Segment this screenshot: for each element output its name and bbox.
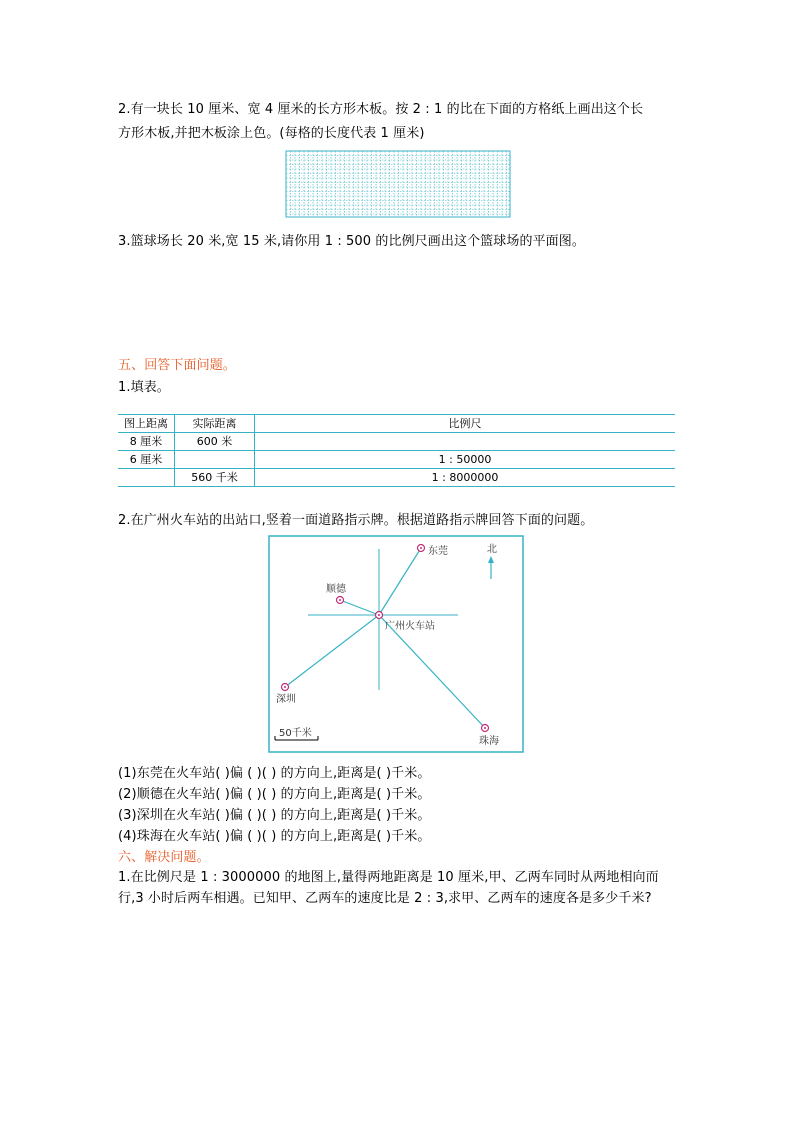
marker-dongguan	[418, 545, 425, 552]
table-cell-blank[interactable]	[255, 433, 676, 451]
marker-center	[376, 612, 383, 619]
blank-line-1[interactable]: (1)东莞在火车站( )偏 ( )( ) 的方向上,距离是( )千米。	[118, 766, 431, 781]
table-cell: 1 : 8000000	[255, 469, 676, 487]
table-header: 实际距离	[175, 415, 255, 433]
table-cell: 6 厘米	[118, 451, 175, 469]
blank-line-4[interactable]: (4)珠海在火车站( )偏 ( )( ) 的方向上,距离是( )千米。	[118, 829, 431, 844]
grid-paper[interactable]	[285, 150, 511, 218]
q3-text: 3.篮球场长 20 米,宽 15 米,请你用 1 : 500 的比例尺画出这个篮球场的平面图。	[118, 234, 585, 249]
table-row	[118, 433, 675, 451]
road-dongguan	[379, 548, 421, 615]
blank-line-3[interactable]: (3)深圳在火车站( )偏 ( )( ) 的方向上,距离是( )千米。	[118, 808, 431, 823]
blank-line-2[interactable]: (2)顺德在火车站( )偏 ( )( ) 的方向上,距离是( )千米。	[118, 787, 431, 802]
table-cell-blank[interactable]	[175, 451, 255, 469]
q2-text-line1: 2.有一块长 10 厘米、宽 4 厘米的长方形木板。按 2 : 1 的比在下面的方格纸上画出这个长	[118, 102, 644, 117]
table-cell-blank[interactable]	[118, 469, 175, 487]
road-shenzhen	[285, 615, 379, 687]
section5-heading: 五、回答下面问题。	[118, 358, 236, 373]
map-border	[269, 536, 523, 752]
label-dongguan: 东莞	[428, 546, 448, 557]
marker-shenzhen	[282, 684, 289, 691]
table-cell: 560 千米	[175, 469, 255, 487]
section6-q1-line2: 行,3 小时后两车相遇。已知甲、乙两车的速度比是 2 : 3,求甲、乙两车的速度各是多少千米?	[118, 891, 652, 906]
table-header: 图上距离	[118, 415, 175, 433]
grid-border	[286, 151, 510, 217]
north-arrow-icon	[488, 556, 494, 579]
table-row	[118, 451, 675, 469]
q2-text-line2: 方形木板,并把木板涂上色。(每格的长度代表 1 厘米)	[118, 126, 425, 141]
section5-q1: 1.填表。	[118, 380, 170, 395]
label-shenzhen: 深圳	[276, 694, 296, 705]
road-sign-map	[268, 535, 524, 753]
table-cell: 600 米	[175, 433, 255, 451]
section6-q1-line1: 1.在比例尺是 1 : 3000000 的地图上,量得两地距离是 10 厘米,甲、乙两车同时从两地相向而	[118, 870, 659, 885]
marker-zhuhai	[482, 725, 489, 732]
table-cell: 1 : 50000	[255, 451, 676, 469]
table-row	[118, 469, 675, 487]
label-zhuhai: 珠海	[479, 736, 499, 747]
label-shunde: 顺德	[326, 584, 346, 595]
table-header: 比例尺	[255, 415, 676, 433]
scale-table	[118, 414, 675, 487]
label-center: 广州火车站	[385, 621, 435, 632]
section6-heading: 六、解决问题。	[118, 850, 210, 865]
road-shunde	[340, 600, 379, 615]
table-cell: 8 厘米	[118, 433, 175, 451]
table-header-row	[118, 415, 675, 433]
marker-shunde	[337, 597, 344, 604]
section5-q2: 2.在广州火车站的出站口,竖着一面道路指示牌。根据道路指示牌回答下面的问题。	[118, 513, 594, 528]
label-scale: 50千米	[279, 728, 312, 739]
label-north: 北	[487, 544, 497, 555]
